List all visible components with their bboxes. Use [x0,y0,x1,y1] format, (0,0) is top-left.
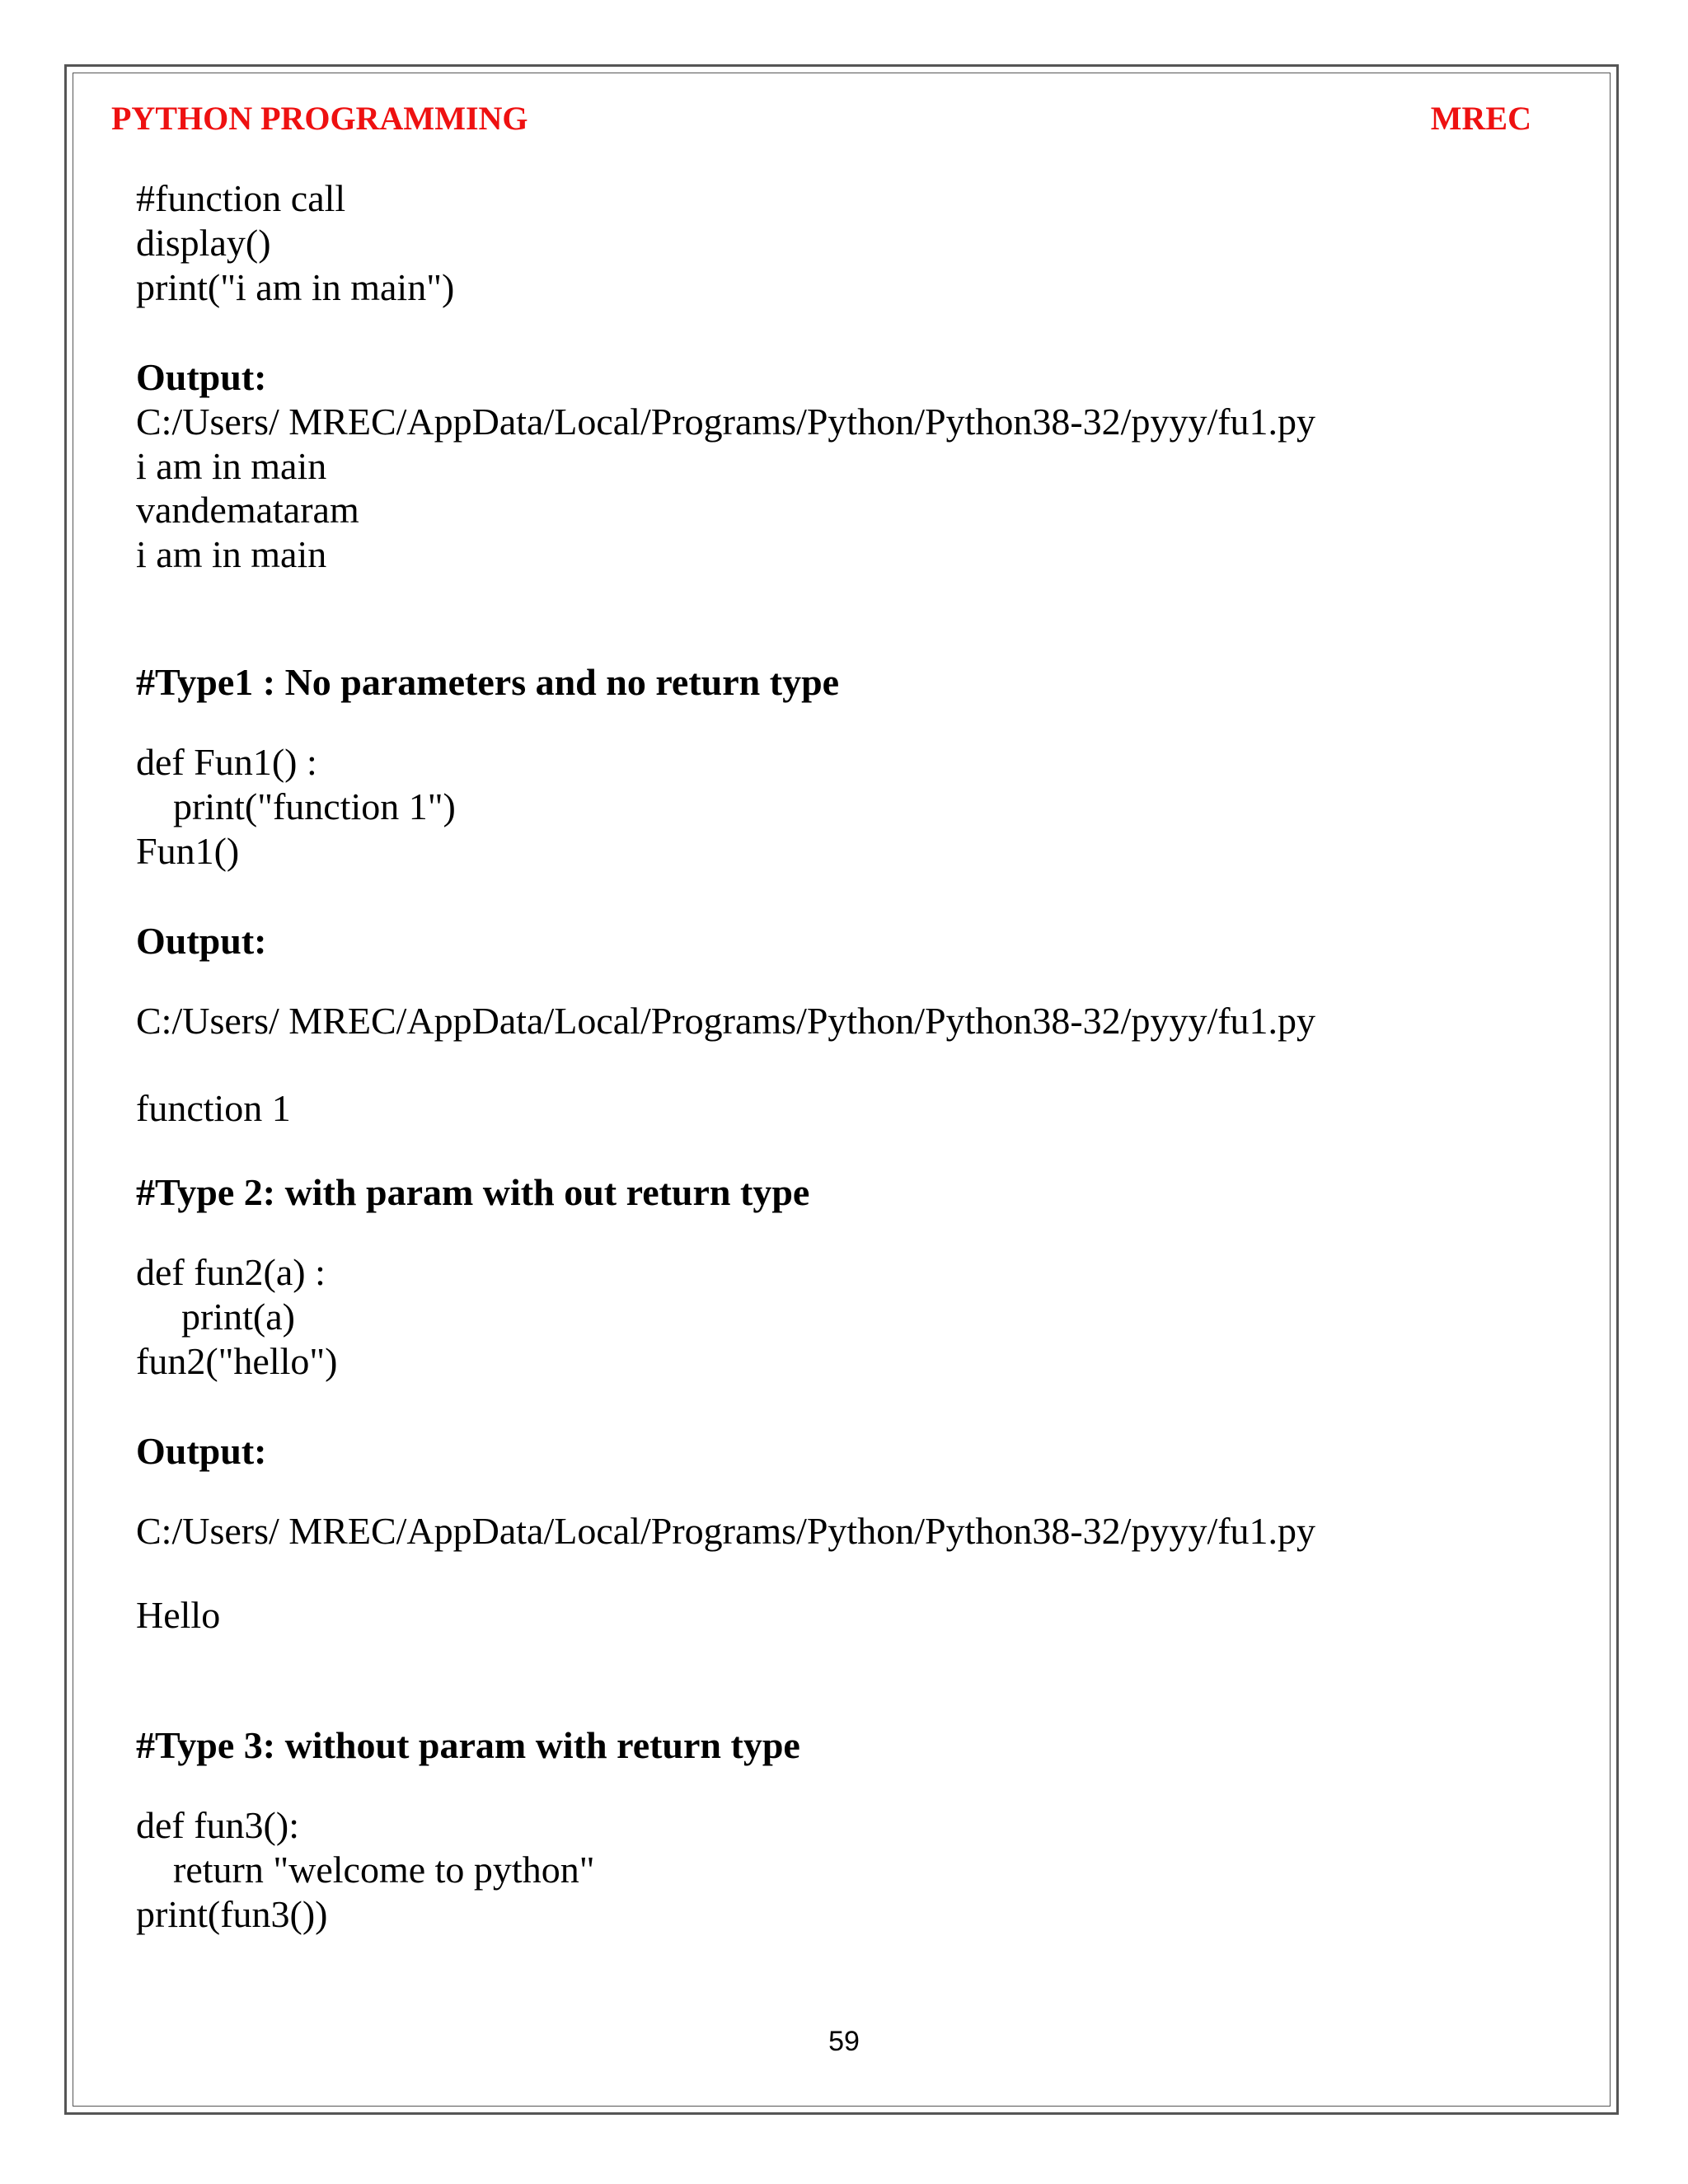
output-line: C:/Users/ MREC/AppData/Local/Programs/Python/Python38-32/pyyy/fu1.py [136,1510,1316,1552]
code-line: def fun2(a) : [136,1251,326,1293]
output-label: Output: [136,1430,267,1472]
output-label: Output: [136,920,267,962]
output-line: i am in main [136,445,327,487]
page-border-inner [73,73,1611,2107]
output-line: C:/Users/ MREC/AppData/Local/Programs/Python/Python38-32/pyyy/fu1.py [136,401,1316,443]
header-course-title: PYTHON PROGRAMMING [111,100,528,137]
output-label: Output: [136,356,267,398]
header-college-name: MREC [1430,100,1531,137]
code-line: print("i am in main") [136,266,455,308]
code-line: fun2("hello") [136,1340,338,1382]
code-line: print(a) [181,1296,295,1338]
code-line: print(fun3()) [136,1893,328,1935]
code-line: print("function 1") [173,785,456,827]
output-line: vandemataram [136,489,359,531]
code-line: def fun3(): [136,1804,299,1846]
output-line: Hello [136,1594,221,1636]
output-line: function 1 [136,1087,291,1129]
code-line: def Fun1() : [136,741,317,783]
code-line: #function call [136,177,346,219]
output-line: C:/Users/ MREC/AppData/Local/Programs/Python/Python38-32/pyyy/fu1.py [136,1000,1316,1042]
output-line: i am in main [136,533,327,575]
section-heading-type1: #Type1 : No parameters and no return type [136,661,840,703]
page-number: 59 [828,2026,860,2057]
code-line: display() [136,222,271,264]
code-line: return "welcome to python" [173,1849,595,1891]
code-line: Fun1() [136,830,240,872]
section-heading-type2: #Type 2: with param with out return type [136,1171,810,1213]
section-heading-type3: #Type 3: without param with return type [136,1724,800,1766]
